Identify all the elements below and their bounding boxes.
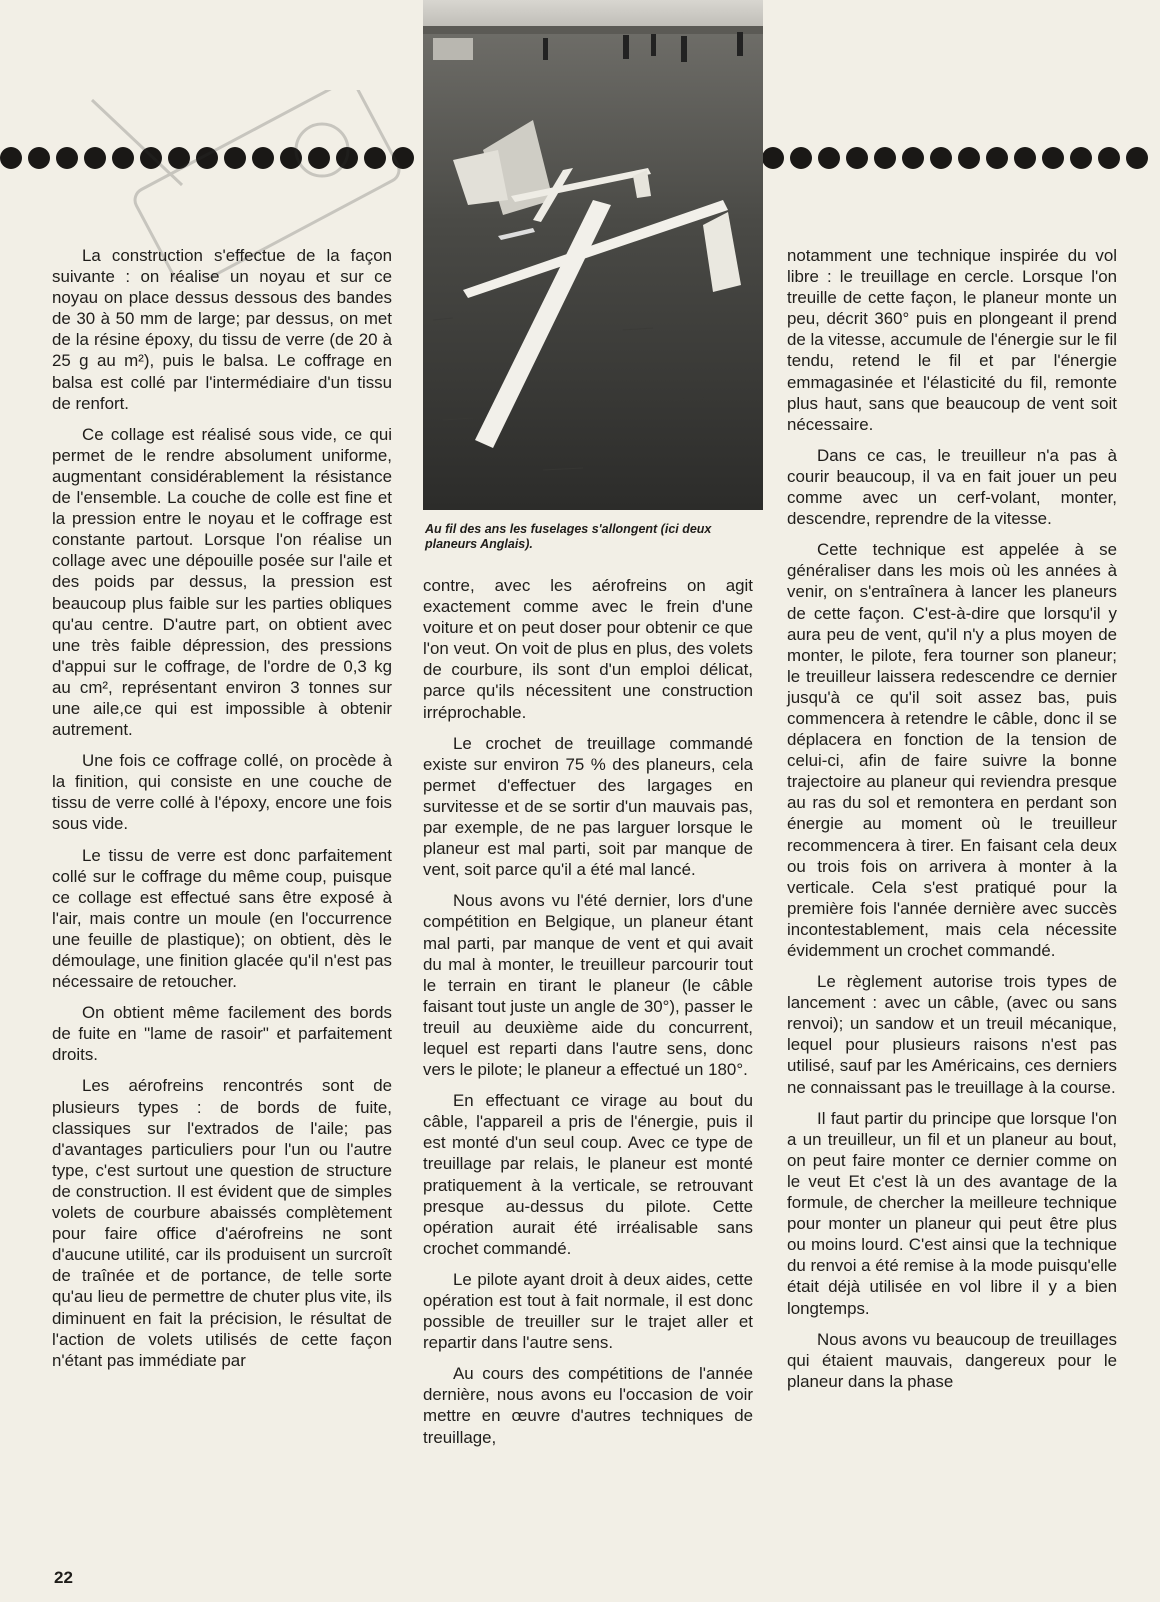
photo-caption: Au fil des ans les fuselages s'allongent (ici deux planeurs Anglais). (425, 522, 712, 551)
decorative-dot (252, 147, 274, 169)
paragraph: Dans ce cas, le treuilleur n'a pas à courir beaucoup, il va en fait jouer un peu comme avec un cerf-volant, monter, descendre, reprendre de la vitesse. (787, 445, 1117, 529)
paragraph: Les aérofreins rencontrés sont de plusieurs types : de bords de fuite, classiques sur l'extrados de l'aile; pas d'avantages particuliers pour l'un ou l'autre type, c'est surtout une question de structure de construction. Il est évident que de simples volets de courbure abaissés complètement pour faire office d'aérofreins ne sont d'aucune utilité, car ils produisent un surcroît de traînée et de portance, de telle sorte qu'au lieu de permettre de chuter plus vite, ils diminuent en fait la précision, le résultat de l'action de volets utilisés de cette façon n'étant pas immédiate par (52, 1076, 392, 1370)
paragraph: Le tissu de verre est donc parfaitement collé sur le coffrage du même coup, puisque ce collage est effectué sans être exposé à l'air, mais contre un moule (en l'occurrence une feuille de plastique); on obtient, dès le démoulage, une finition glacée qu'il n'est pas nécessaire de retoucher. (52, 845, 392, 992)
text-column-1 (52, 245, 392, 1381)
decorative-dot (112, 147, 134, 169)
decorative-dot (1098, 147, 1120, 169)
paragraph: Une fois ce coffrage collé, on procède à la finition, qui consiste en une couche de tissu de verre collé à l'époxy, encore une fois sous vide. (52, 751, 392, 834)
decorative-dot (846, 147, 868, 169)
decorative-dot (986, 147, 1008, 169)
paragraph: Le pilote ayant droit à deux aides, cette opération est tout à fait normale, il est donc possible de treuiller sur le trajet aller et repartir dans l'autre sens. (423, 1269, 753, 1353)
paragraph: Nous avons vu beaucoup de treuillages qui étaient mauvais, dangereux pour le planeur dans la phase (787, 1329, 1117, 1391)
decorative-dot (1070, 147, 1092, 169)
glider-photo (423, 0, 763, 510)
paragraph: Le crochet de treuillage commandé existe sur environ 75 % des planeurs, cela permet d'effectuer des largages en survitesse et de se sortir d'un mauvais pas, par exemple, de ne pas larguer lorsque le planeur est mal parti, soit par manque de vent, soit parce qu'il a été mal lancé. (423, 733, 753, 880)
paragraph: La construction s'effectue de la façon suivante : on réalise un noyau et sur ce noyau on place dessus dessous des bandes de 30 à 50 mm de large; par dessus, on met de la résine époxy, du tissu de verre (de 20 à 25 g au m²), puis le balsa. Le coffrage en balsa est collé par l'intermédiaire d'un tissu de renfort. (52, 246, 392, 413)
decorative-dot (0, 147, 22, 169)
decorative-dot (902, 147, 924, 169)
paragraph: En effectuant ce virage au bout du câble, l'appareil a pris de l'énergie, puis il est monté d'un seul coup. Avec ce type de treuillage par relais, le planeur est monté pratiquement à la verticale, se retrouvant presque au-dessus du pilote. Cette opération aurait été irréalisable sans crochet commandé. (423, 1091, 753, 1258)
paragraph: Le règlement autorise trois types de lancement : avec un câble, (avec ou sans renvoi); un sandow et un treuil mécanique, lequel pour plusieurs raisons n'est pas utilisé, sauf par les Américains, ces derniers ne connaissant pas le treuillage à la course. (787, 972, 1117, 1097)
decorative-dot (140, 147, 162, 169)
paragraph: Ce collage est réalisé sous vide, ce qui permet de le rendre absolument uniforme, augmentant considérablement la résistance de l'ensemble. La couche de colle est fine et la pression entre le noyau et le coffrage est constante partout. Lorsque l'on réalise un collage avec une dépouille posée sur l'aile et des poids par dessus, la pression est beaucoup plus faible sur les parties obliques qu'au centre. D'autre part, on obtient avec une très faible dépression, des pressions d'appui sur le coffrage, de l'ordre de 0,3 kg au cm², représentant environ 3 tonnes sur une aile,ce qui est impossible à obtenir autrement. (52, 424, 392, 740)
decorative-dot (168, 147, 190, 169)
decorative-dot (874, 147, 896, 169)
paragraph: Cette technique est appelée à se généraliser dans les mois où les années à venir, on s'entraînera à lancer les planeurs de cette façon. C'est-à-dire que lorsqu'il y aura peu de vent, qu'il n'y a plus moyen de monter, le pilote, fera tourner son planeur; le treuilleur laissera redescendre ce dernier jusqu'à ce qu'il soit assez bas, puis commencera à retendre le câble, donc il se déplacera en fonction de la tension de celui-ci, afin de faire suivre la bonne trajectoire au planeur qui reviendra presque au ras du sol et remontera en perdant son énergie au moment où le treuilleur recommencera à tirer. En faisant cela deux ou trois fois on arrivera à monter à la verticale. Cela s'est pratiqué pour la première fois l'année dernière avec succès incontestablement, mais cela nécessite évidemment un crochet commandé. (787, 540, 1117, 960)
page-number: 22 (54, 1568, 73, 1587)
decorative-dot (28, 147, 50, 169)
decorative-dot (84, 147, 106, 169)
decorative-dot-row-left (0, 144, 423, 172)
paragraph: On obtient même facilement des bords de fuite en "lame de rasoir" et parfaitement droits. (52, 1003, 392, 1065)
decorative-dot (392, 147, 414, 169)
paragraph: Nous avons vu l'été dernier, lors d'une compétition en Belgique, un planeur étant mal parti, par manque de vent et qui avait du mal à monter, le treuilleur parcourir tout le terrain en tirant le planeur (le câble faisant tout juste un angle de 30°), passer le treuil au deuxième aide du concurrent, lequel est reparti dans l'autre sens, donc vers le pilote; le planeur a effectué un 180°. (423, 891, 753, 1080)
decorative-dot (196, 147, 218, 169)
decorative-dot (336, 147, 358, 169)
decorative-dot (364, 147, 386, 169)
decorative-dot (1126, 147, 1148, 169)
decorative-dot (1042, 147, 1064, 169)
paragraph: contre, avec les aérofreins on agit exactement comme avec le frein d'une voiture et on peut doser pour obtenir ce que l'on veut. On voit de plus en plus, des volets de courbure, ils sont d'un emploi délicat, parce qu'ils nécessitent une construction irréprochable. (423, 576, 753, 722)
decorative-dot (308, 147, 330, 169)
decorative-dot (958, 147, 980, 169)
paragraph: Il faut partir du principe que lorsque l'on a un treuilleur, un fil et un planeur au bout, on peut faire monter ce dernier comme on le veut Et c'est là un des avantage de la formule, de chercher la meilleure technique pour monter un planeur qui peut être plus ou moins lourd. C'est ainsi que la technique du renvoi a été remise à la mode puisqu'elle était déjà utilisée en vol libre il y a bien longtemps. (787, 1108, 1117, 1318)
decorative-dot (818, 147, 840, 169)
paragraph: notamment une technique inspirée du vol libre : le treuillage en cercle. Lorsque l'on treuille de cette façon, le planeur monte un peu, décrit 360° puis en plongeant il prend de la vitesse, accumule de l'énergie sur le fil tendu, retend le fil et par l'énergie emmagasinée et l'élasticité du fil, remonte plus haut, sans que beaucoup de vent soit nécessaire. (787, 246, 1117, 434)
decorative-dot-row-right (762, 144, 1160, 172)
decorative-dot (930, 147, 952, 169)
paragraph: Au cours des compétitions de l'année dernière, nous avons eu l'occasion de voir mettre en œuvre d'autres techniques de treuillage, (423, 1364, 753, 1447)
decorative-dot (1014, 147, 1036, 169)
decorative-dot (56, 147, 78, 169)
decorative-dot (790, 147, 812, 169)
text-column-2 (423, 575, 753, 1458)
decorative-dot (280, 147, 302, 169)
decorative-dot (224, 147, 246, 169)
decorative-dot (762, 147, 784, 169)
text-column-3 (787, 245, 1117, 1402)
